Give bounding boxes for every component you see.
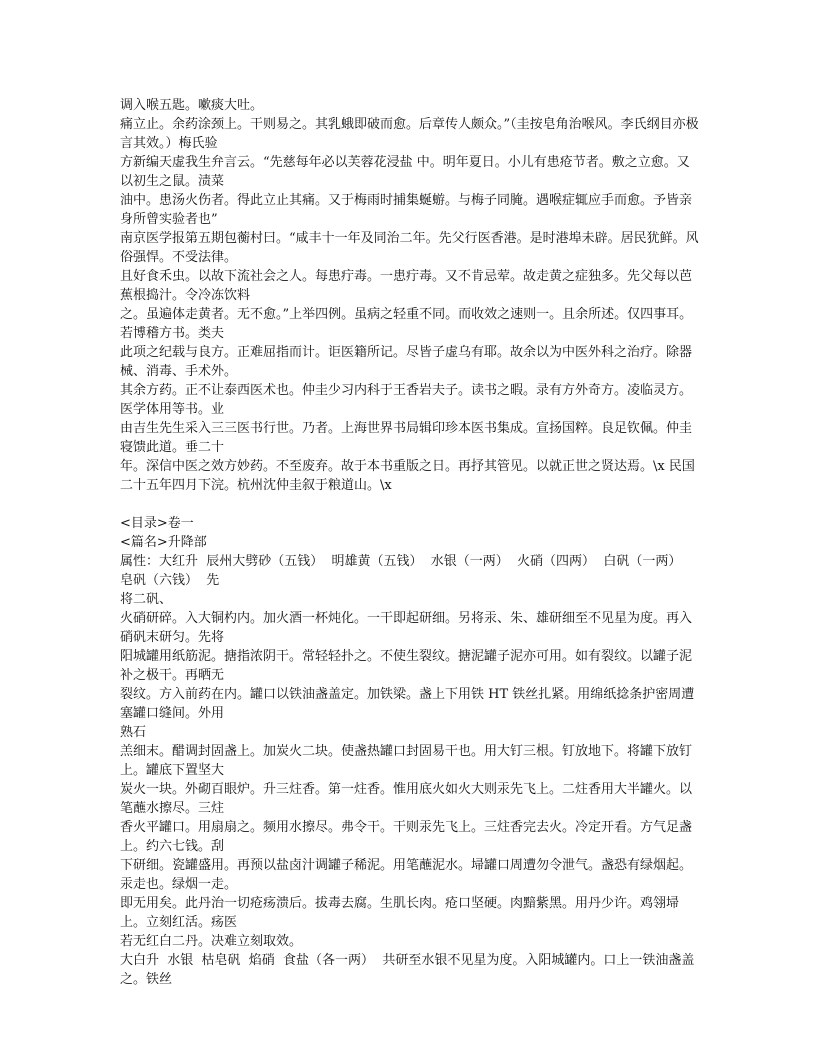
text-line: 熟石	[120, 725, 147, 740]
text-line: 且好食禾虫。以故下流社会之人。每患疔毒。一患疔毒。又不肯忌荤。故走黄之症独多。先父每以芭蕉根捣汁。令冷冻饮料	[120, 269, 693, 303]
text-line: 属性：大红升 辰州大劈砂（五钱） 明雄黄（五钱） 水银（一两） 火硝（四两） 白矾（一两） 皂矾（六钱） 先	[120, 554, 690, 588]
text-line: 其余方药。正不让泰西医术也。仲圭少习内科于王香岩夫子。读书之暇。录有方外奇方。凌临灵方。医学体用等书。业	[120, 383, 693, 417]
text-line: 方新编天虚我生弁言云。“先慈每年必以芙蓉花浸盐 中。明年夏日。小儿有患疮节者。敷之立愈。又以初生之鼠。渍菜	[120, 155, 690, 189]
text-line: 香火平罐口。用扇扇之。频用水擦尽。弗令干。干则汞先飞上。三炷香完去火。冷定开看。方气足盏上。约六七钱。刮	[120, 820, 693, 854]
text-line: 南京医学报第五期包蘅村曰。“咸丰十一年及同治二年。先父行医香港。是时港埠未辟。居民犹鲜。风俗强悍。不受法律。	[120, 231, 699, 265]
text-line: 即无用矣。此丹治一切疮疡溃后。拔毒去腐。生肌长肉。疮口坚硬。肉黯紫黑。用丹少许。鸡翎埽上。立刻红活。疡医	[120, 896, 680, 930]
document-page	[120, 96, 700, 989]
text-line: 之。虽遍体走黄者。无不愈。”上举四例。虽病之轻重不同。而收效之速则一。且余所述。仅四事耳。若博稽方书。类夫	[120, 307, 693, 341]
text-line: 年。深信中医之效方妙药。不至废弃。故于本书重版之日。再抒其管见。以就正世之贤达焉。\x 民国二十五年四月下浣。杭州沈仲圭叙于粮道山。\x	[120, 459, 695, 493]
toc-heading: <目录>卷一	[120, 516, 194, 531]
text-line: 火硝研碎。入大铜杓内。加火酒一杯炖化。一干即起研细。另将汞、朱、雄研细至不见星为度。再入硝矾末研匀。先将	[120, 611, 693, 645]
preface-section	[120, 96, 700, 495]
text-line: 羔细末。醋调封固盏上。加炭火二块。使盏热罐口封固易干也。用大钉三根。钉放地下。将罐下放钉上。罐底下置坚大	[120, 744, 693, 778]
paragraph-gap	[120, 495, 700, 514]
text-line: 若无红白二丹。决难立刻取效。	[120, 934, 303, 949]
text-line: 将二矾、	[120, 592, 173, 607]
text-line: 阳城罐用纸筋泥。搪指浓阴干。常轻轻扑之。不使生裂纹。搪泥罐子泥亦可用。如有裂纹。以罐子泥补之极干。再晒无	[120, 649, 693, 683]
text-line: 由吉生先生采入三三医书行世。乃者。上海世界书局辑印珍本医书集成。宣扬国粹。良足钦佩。仲圭寝馈此道。垂二十	[120, 421, 693, 455]
text-line: 调入喉五匙。嗽痰大吐。	[120, 98, 264, 113]
text-line: 大白升 水银 枯皂矾 焰硝 食盐（各一两） 共研至水银不见星为度。入阳城罐内。口上一铁油盏盖之。铁丝	[120, 953, 695, 987]
text-line: 炭火一块。外砌百眼炉。升三炷香。第一炷香。惟用底火如火大则汞先飞上。二炷香用大半罐火。以笔蘸水擦尽。三炷	[120, 782, 693, 816]
text-line: 油中。患汤火伤者。得此立止其痛。又于梅雨时捕集蜒蝣。与梅子同腌。遇喉症辄应手而愈。予皆亲身所曾实验者也”	[120, 193, 693, 227]
text-line: 裂纹。方入前药在内。罐口以铁油盏盖定。加铁梁。盏上下用铁 HT 铁丝扎紧。用绵纸捻条护密周遭塞罐口缝间。外用	[120, 687, 695, 721]
text-line: 痛立止。余药涂颈上。干则易之。其乳蛾即破而愈。后章传人颇众。”（圭按皂角治喉风。李氏纲目亦极言其效。）梅氏验	[120, 117, 699, 151]
body-section	[120, 552, 700, 989]
section-heading: <篇名>升降部	[120, 535, 207, 550]
text-line: 此项之纪载与良方。正难屈指而计。讵医籍所记。尽皆子虚乌有耶。故余以为中医外科之治疗。除器械、消毒、手术外。	[120, 345, 693, 379]
text-line: 下研细。瓷罐盛用。再预以盐卤汁调罐子稀泥。用笔蘸泥水。埽罐口周遭勿令泄气。盏恐有绿烟起。汞走也。绿烟一走。	[120, 858, 693, 892]
